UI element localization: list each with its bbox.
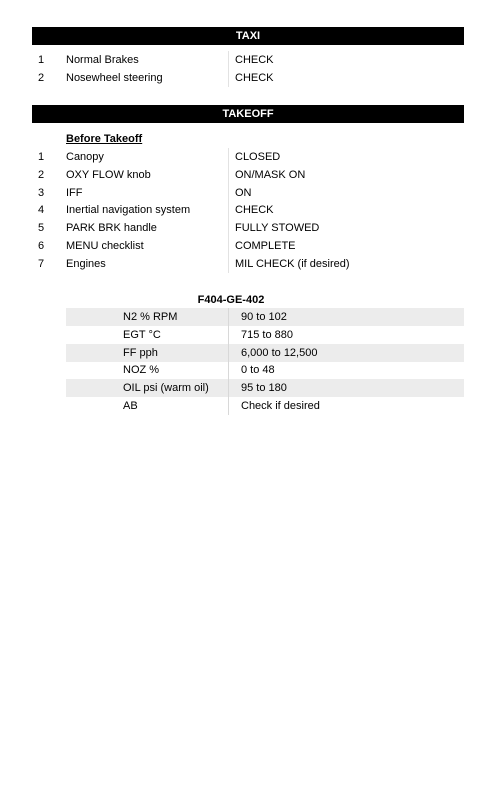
- step-item: Inertial navigation system: [66, 204, 191, 216]
- step-number: 1: [38, 54, 45, 66]
- step-value: ON/MASK ON: [235, 169, 306, 181]
- engine-parameter: FF pph: [123, 347, 158, 359]
- step-value: CHECK: [235, 54, 274, 66]
- step-item: Engines: [66, 258, 106, 270]
- engine-value: Check if desired: [241, 400, 320, 412]
- takeoff-step-7: [32, 255, 464, 273]
- engine-value: 6,000 to 12,500: [241, 347, 318, 359]
- takeoff-section-title: TAKEOFF: [222, 108, 274, 120]
- step-item: MENU checklist: [66, 240, 144, 252]
- taxi-section-title: TAXI: [235, 30, 261, 42]
- engine-table-row: [66, 361, 464, 379]
- step-item: Nosewheel steering: [66, 72, 163, 84]
- engine-parameter: N2 % RPM: [123, 311, 178, 323]
- column-divider: [228, 361, 229, 379]
- engine-value: 90 to 102: [241, 311, 287, 323]
- takeoff-step-5: [32, 219, 464, 237]
- engine-value: 0 to 48: [241, 364, 275, 376]
- column-divider: [228, 166, 229, 184]
- taxi-step-2: [32, 69, 464, 87]
- step-value: FULLY STOWED: [235, 222, 320, 234]
- column-divider: [228, 308, 229, 326]
- takeoff-step-4: [32, 201, 464, 219]
- column-divider: [228, 148, 229, 166]
- step-number: 2: [38, 72, 45, 84]
- taxi-section-header: [32, 27, 464, 45]
- engine-parameter: OIL psi (warm oil): [123, 382, 209, 394]
- step-item: Canopy: [66, 151, 104, 163]
- step-item: PARK BRK handle: [66, 222, 157, 234]
- column-divider: [228, 184, 229, 202]
- step-value: CLOSED: [235, 151, 281, 163]
- step-number: 2: [38, 169, 45, 181]
- column-divider: [228, 255, 229, 273]
- step-item: OXY FLOW knob: [66, 169, 151, 181]
- step-item: Normal Brakes: [66, 54, 139, 66]
- engine-parameter: AB: [123, 400, 138, 412]
- engine-table-row: [66, 308, 464, 326]
- column-divider: [228, 237, 229, 255]
- column-divider: [228, 201, 229, 219]
- taxi-step-1: [32, 51, 464, 69]
- step-number: 5: [38, 222, 45, 234]
- column-divider: [228, 51, 229, 69]
- column-divider: [228, 397, 229, 415]
- takeoff-step-6: [32, 237, 464, 255]
- column-divider: [228, 219, 229, 237]
- before-takeoff-subheading: Before Takeoff: [66, 133, 143, 145]
- step-value: COMPLETE: [235, 240, 296, 252]
- column-divider: [228, 379, 229, 397]
- engine-value: 95 to 180: [241, 382, 287, 394]
- step-value: CHECK: [235, 72, 274, 84]
- column-divider: [228, 69, 229, 87]
- engine-parameter: EGT °C: [123, 329, 161, 341]
- step-value: ON: [235, 187, 252, 199]
- step-item: IFF: [66, 187, 83, 199]
- column-divider: [228, 344, 229, 362]
- takeoff-section-header: [32, 105, 464, 123]
- step-number: 7: [38, 258, 45, 270]
- step-value: CHECK: [235, 204, 274, 216]
- engine-table-row: [66, 344, 464, 362]
- column-divider: [228, 326, 229, 344]
- step-number: 4: [38, 204, 45, 216]
- takeoff-step-3: [32, 184, 464, 202]
- step-number: 1: [38, 151, 45, 163]
- takeoff-step-2: [32, 166, 464, 184]
- engine-table-row: [66, 397, 464, 415]
- step-number: 3: [38, 187, 45, 199]
- engine-value: 715 to 880: [241, 329, 293, 341]
- engine-table-title: F404-GE-402: [197, 294, 265, 306]
- step-value: MIL CHECK (if desired): [235, 258, 350, 270]
- step-number: 6: [38, 240, 45, 252]
- engine-table-row: [66, 379, 464, 397]
- engine-table-row: [66, 326, 464, 344]
- engine-parameter: NOZ %: [123, 364, 160, 376]
- takeoff-step-1: [32, 148, 464, 166]
